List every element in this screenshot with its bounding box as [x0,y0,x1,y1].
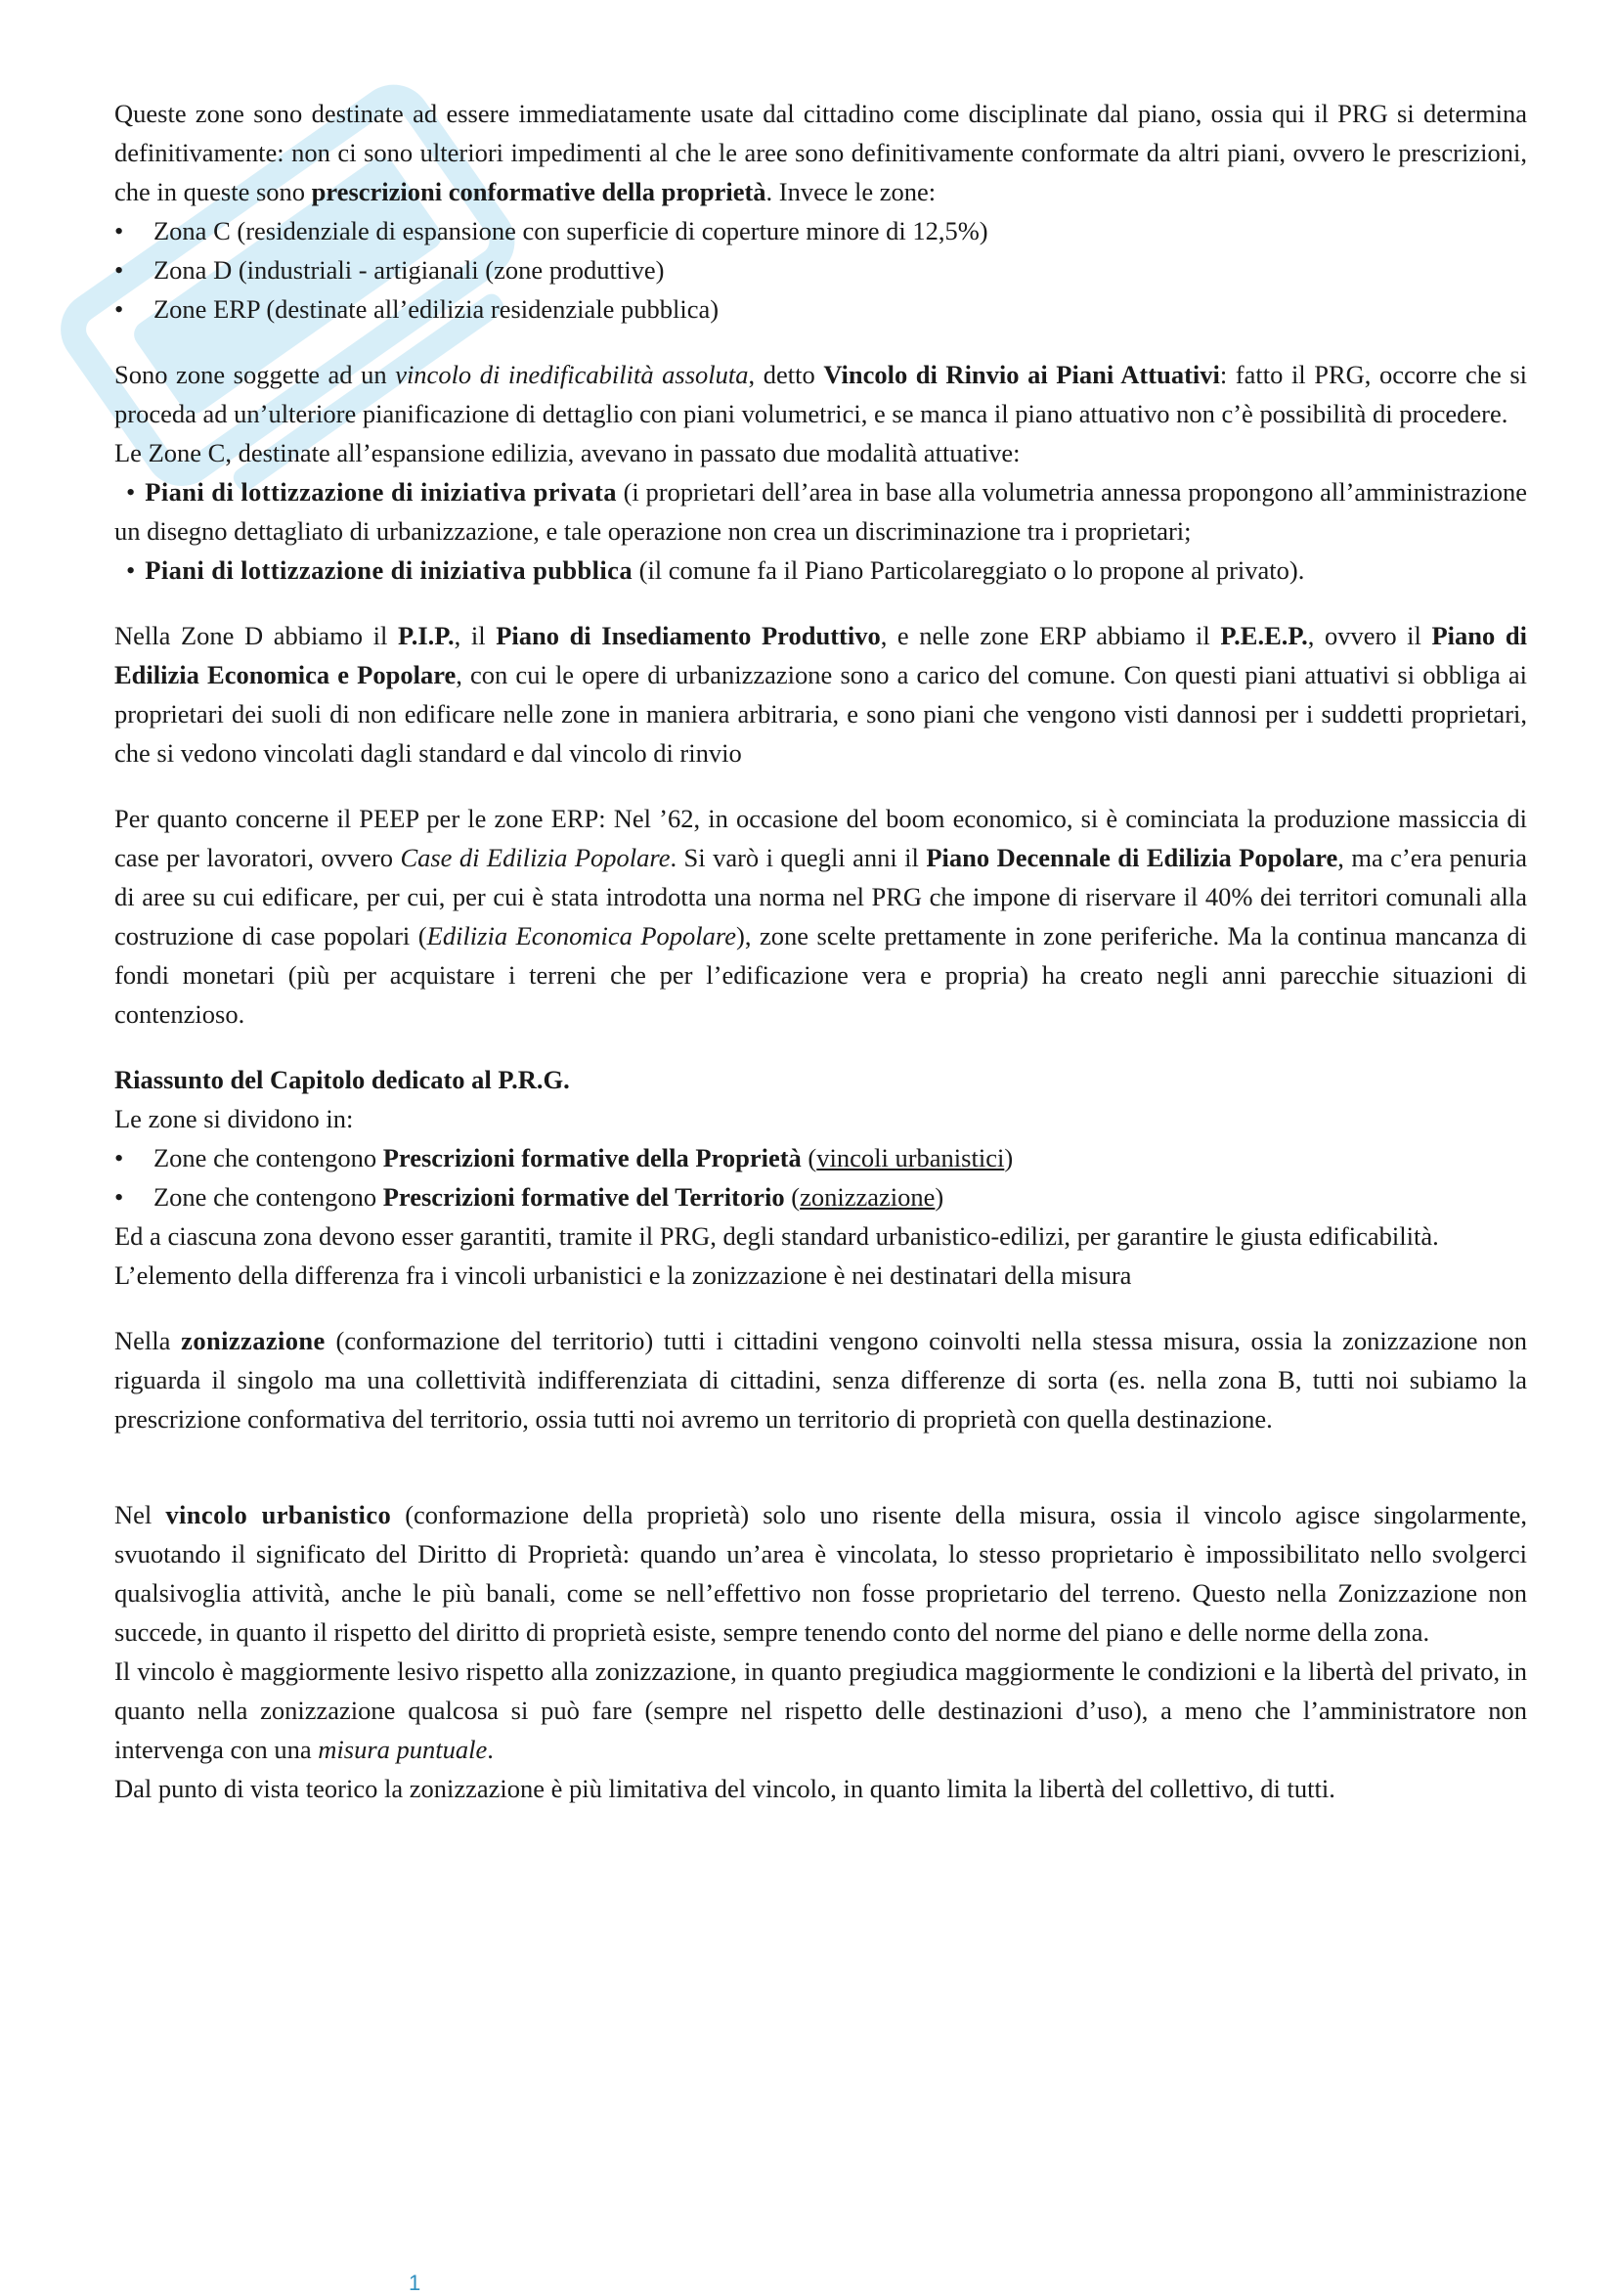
summary-intro: Le zone si dividono in: [114,1104,354,1133]
paragraph-standard: Ed a ciascuna zona devono esser garantiti, tramite il PRG, degli standard urbanistico-edilizi, per garantire le giusta edificabilità. [114,1221,1439,1251]
summary-title: Riassunto del Capitolo dedicato al P.R.G. [114,1065,570,1094]
list-item: • Piani di lottizzazione di iniziativa privata (i proprietari dell’area in base alla volumetria annessa propongono all’amministrazione un disegno dettagliato di urbanizzazione, e tale operazione non crea un discriminazione tra i proprietari; [114,477,1527,546]
paragraph-peep-erp: Per quanto concerne il PEEP per le zone ERP: Nel ’62, in occasione del boom economico, si è cominciata la produzione massiccia di case per lavoratori, ovvero Case di Edilizia Popolare. Si varò i quegli anni il Piano Decennale di Edilizia Popolare, ma c’era penuria di aree su cui edificare, per cui, per cui è stata introdotta una norma nel PRG che impone di riservare il 40% dei territori comunali alla costruzione di case popolari (Edilizia Economica Popolare), zone scelte prettamente in zone periferiche. Ma la continua mancanza di fondi monetari (più per acquistare i terreni che per l’edificazione vera e propria) ha creato negli anni parecchie situazioni di contenzioso. [114,804,1527,1029]
bold-term: Vincolo di Rinvio ai Piani Attuativi [823,360,1220,389]
lottizzazione-list [114,472,1527,590]
page-number: 1 [409,2271,421,2295]
bold-term: P.I.P. [397,621,455,650]
paragraph-zonizzazione: Nella zonizzazione (conformazione del territorio) tutti i cittadini vengono coinvolti nella stessa misura, ossia la zonizzazione non riguarda il singolo ma una collettività indifferenziata di cittadini, senza differenze di sorta (es. nella zona B, tutti noi subiamo la prescrizione conformativa del territorio, ossia tutti noi avremo un territorio di proprietà con quella destinazione. [114,1326,1527,1434]
bold-term: zonizzazione [181,1326,326,1355]
paragraph-vincolo-rinvio: Sono zone soggette ad un vincolo di inedificabilità assoluta, detto Vincolo di Rinvio ai Piani Attuativi: fatto il PRG, occorre che si proceda ad un’ulteriore pianificazione di dettaglio con piani volumetrici, e se manca il piano attuativo non c’è possibilità di procedere. [114,360,1528,428]
summary-list [114,1138,1527,1216]
paragraph-vincolo-urbanistico: Nel vincolo urbanistico (conformazione della proprietà) solo uno risente della misura, ossia il vincolo agisce singolarmente, svuotando il significato del Diritto di Proprietà: quando un’area è vincolata, lo stesso proprietario è impossibilitato nello svolgerci qualsivoglia attività, anche le più banali, come se nell’effettivo non fosse proprietario del terreno. Questo nella Zonizzazione non succede, in quanto il rispetto del diritto di proprietà esiste, sempre tenendo conto del norme del piano e delle norme della zona. [114,1500,1527,1647]
paragraph-differenza: L’elemento della differenza fra i vincoli urbanistici e la zonizzazione è nei destinatari della misura [114,1260,1132,1290]
list-item: • Piani di lottizzazione di iniziativa pubblica (il comune fa il Piano Particolareggiato o lo propone al privato). [126,555,1305,585]
paragraph-vincolo-lesivo: Il vincolo è maggiormente lesivo rispetto alla zonizzazione, in quanto pregiudica maggiormente le condizioni e la libertà del privato, in quanto nella zonizzazione qualcosa si può fare (sempre nel rispetto delle destinazioni d’uso), a meno che l’amministratore non intervenga con una misura puntuale. [114,1656,1527,1764]
bold-term: prescrizioni conformative della proprietà [311,177,766,206]
paragraph-pip-peep: Nella Zone D abbiamo il P.I.P., il Piano di Insediamento Produttivo, e nelle zone ERP abbiamo il P.E.E.P., ovvero il Piano di Edilizia Economica e Popolare, con cui le opere di urbanizzazione sono a carico del comune. Con questi piani attuativi si obbliga ai proprietari dei suoli di non edificare nelle zone in maniera arbitraria, e sono piani che vengono visti dannosi per i suddetti proprietari, che si vedono vincolati dagli standard e dal vincolo di rinvio [114,621,1527,768]
bold-term: P.E.E.P. [1220,621,1308,650]
paragraph-zone-usage: Queste zone sono destinate ad essere immediatamente usate dal cittadino come disciplinate dal piano, ossia qui il PRG si determina definitivamente: non ci sono ulteriori impedimenti al che le aree sono definitivamente conformate da altri piani, ovvero le prescrizioni, che in queste sono prescrizioni conformative della proprietà. Invece le zone: [114,99,1527,206]
list-item: • Zone ERP (destinate all’edilizia residenziale pubblica) [114,289,1527,329]
paragraph-zone-c: Le Zone C, destinate all’espansione edilizia, avevano in passato due modalità attuative: [114,438,1021,467]
paragraph-teorico: Dal punto di vista teorico la zonizzazione è più limitativa del vincolo, in quanto limita la libertà del collettivo, di tutti. [114,1774,1335,1803]
bold-term: vincolo urbanistico [165,1500,392,1529]
bold-term: Piano di Edilizia Economica e Popolare [114,621,1527,689]
list-item: • Zona C (residenziale di espansione con superficie di coperture minore di 12,5%) [114,211,1527,250]
zones-list [114,211,1527,329]
bold-term: Piano Decennale di Edilizia Popolare [926,843,1338,872]
bold-term: Piano di Insediamento Produttivo [496,621,881,650]
bold-term: Prescrizioni formative del Territorio [382,1182,785,1212]
document-page [114,94,1527,1808]
bold-term: Prescrizioni formative della Proprietà [382,1143,802,1172]
bold-term: Piani di lottizzazione di iniziativa pubblica [145,555,633,585]
list-item: • Zone che contengono Prescrizioni formative del Territorio (zonizzazione) [114,1177,1527,1216]
bold-term: Piani di lottizzazione di iniziativa privata [145,477,617,507]
list-item: • Zone che contengono Prescrizioni formative della Proprietà (vincoli urbanistici) [114,1138,1527,1177]
list-item: • Zona D (industriali - artigianali (zone produttive) [114,250,1527,289]
